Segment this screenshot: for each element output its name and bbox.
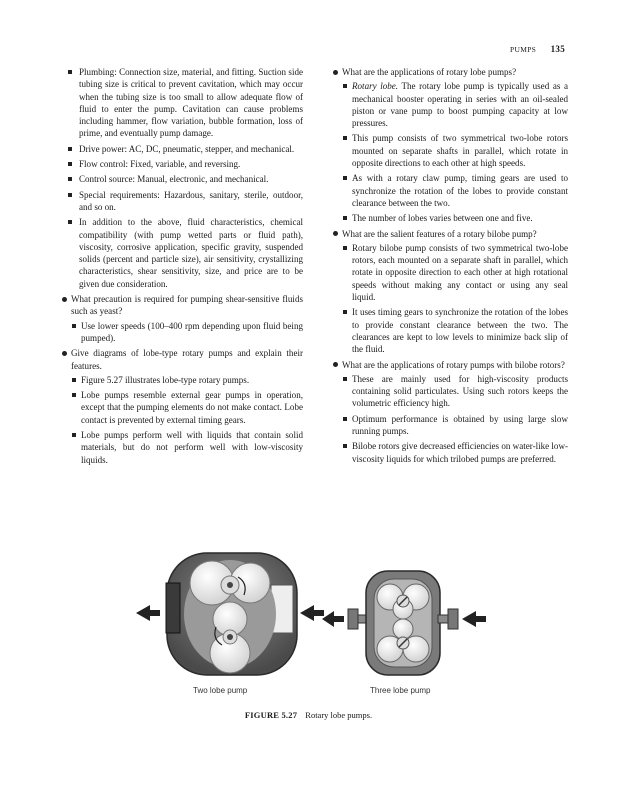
left-questions	[61, 293, 303, 466]
list-item: Drive power: AC, DC, pneumatic, stepper, and mechanical.	[61, 143, 303, 155]
three-lobe-pump	[322, 571, 486, 675]
flow-arrow-in-right-3	[462, 611, 486, 627]
list-item: Flow control: Fixed, variable, and reversing.	[61, 158, 303, 170]
page-number: 135	[550, 44, 565, 54]
left-top-list	[61, 66, 303, 290]
figure-caption	[0, 710, 617, 720]
list-item: Control source: Manual, electronic, and mechanical.	[61, 173, 303, 185]
question-item	[61, 293, 303, 344]
question-item	[61, 347, 303, 466]
list-item: Plumbing: Connection size, material, and fitting. Suction side tubing size is critical to prevent cavitation, which may occur when the tubing size is too small to allow adequate flow of fluid to enter the pump. Cavitation can cause problems including hammer, flow variation, bubble formation, loss of prime, and eventually pump damage.	[61, 66, 303, 140]
answer-lead: Rotary lobe.	[352, 81, 399, 92]
answer-item: Lobe pumps resemble external gear pumps in operation, except that the pumping elements do not make contact. Lobe contact is prevented by external timing gears.	[71, 389, 303, 426]
question-text: Give diagrams of lobe-type rotary pumps and explain their features.	[71, 348, 303, 371]
flow-arrow-out-left-3	[322, 611, 344, 627]
answer-item: Rotary bilobe pump consists of two symmetrical two-lobe rotors, each mounted on a separate shaft in parallel, which rotate in opposite direction to each other at high rotational speeds without making any contact or using any seal liquid.	[342, 242, 568, 303]
flange-left	[348, 609, 358, 629]
port-right	[438, 615, 448, 623]
question-text: What precaution is required for pumping shear-sensitive fluids such as yeast?	[71, 294, 303, 317]
list-item: Special requirements: Hazardous, sanitary, sterile, outdoor, and so on.	[61, 189, 303, 214]
question-text: What are the salient features of a rotary bilobe pump?	[342, 228, 537, 239]
flow-arrow-out-left	[136, 605, 160, 621]
left-column	[61, 66, 303, 469]
lobe-pumps-illustration	[130, 525, 490, 705]
flange-right	[448, 609, 458, 629]
three-lobe-label: Three lobe pump	[370, 686, 431, 695]
figure-caption-text: Rotary lobe pumps.	[305, 710, 373, 720]
question-item	[332, 359, 568, 465]
answer-item: Lobe pumps perform well with liquids that contain solid materials, but do not perform well with low-viscosity liquids.	[71, 429, 303, 466]
question-text: What are the applications of rotary lobe pumps?	[342, 67, 517, 77]
answer-item: These are mainly used for high-viscosity products containing solid particulates. Using such rotors keeps the volumetric efficiency high.	[342, 373, 568, 410]
right-column	[332, 66, 568, 468]
two-lobe-label: Two lobe pump	[193, 686, 248, 695]
answer-item: Optimum performance is obtained by using large slow running pumps.	[342, 413, 568, 438]
two-lobe-pump	[136, 553, 324, 675]
flow-arrow-in-right	[300, 605, 324, 621]
answer-item: The number of lobes varies between one and five.	[342, 212, 568, 224]
outlet-port-left	[166, 583, 180, 633]
answer-item: As with a rotary claw pump, timing gears are used to synchronize the rotation of the lobes to provide constant clearance between the two.	[342, 172, 568, 209]
list-item: In addition to the above, fluid characteristics, chemical compatibility (with pump wetted parts or fluid path), viscosity, corrosive application, specific gravity, suspended solids (percent and particle size), air sensitivity, crystallizing characteristics, shear sensitivity, size, and price are to be given due consideration.	[61, 216, 303, 290]
running-head	[510, 44, 565, 54]
figure-number: FIGURE 5.27	[244, 710, 298, 720]
running-head-section: PUMPS	[510, 45, 537, 54]
question-item	[332, 66, 568, 225]
answer-item: Figure 5.27 illustrates lobe-type rotary pumps.	[71, 374, 303, 386]
answer-item: Bilobe rotors give decreased efficiencies on water-like low-viscosity liquids for which trilobed pumps are preferred.	[342, 440, 568, 465]
answer-text: The rotary lobe pump is typically used as a mechanical booster operating in series with an oil-sealed piston or vane pump to boost pumping capacity at low pressures.	[352, 81, 568, 129]
answer-item: Use lower speeds (100–400 rpm depending upon fluid being pumped).	[71, 320, 303, 345]
question-text: What are the applications of rotary pumps with bilobe rotors?	[342, 359, 565, 370]
answer-item: This pump consists of two symmetrical two-lobe rotors mounted on separate shafts in parallel, which rotate in opposite directions to each other at high speeds.	[342, 132, 568, 169]
right-questions	[332, 66, 568, 465]
answer-item	[342, 80, 568, 129]
figure-5-27	[130, 525, 490, 705]
question-item	[332, 228, 568, 356]
answer-item: It uses timing gears to synchronize the rotation of the lobes to provide constant clearance between the two. The clearances are kept to low levels to minimize back slip of the fluid.	[342, 306, 568, 355]
